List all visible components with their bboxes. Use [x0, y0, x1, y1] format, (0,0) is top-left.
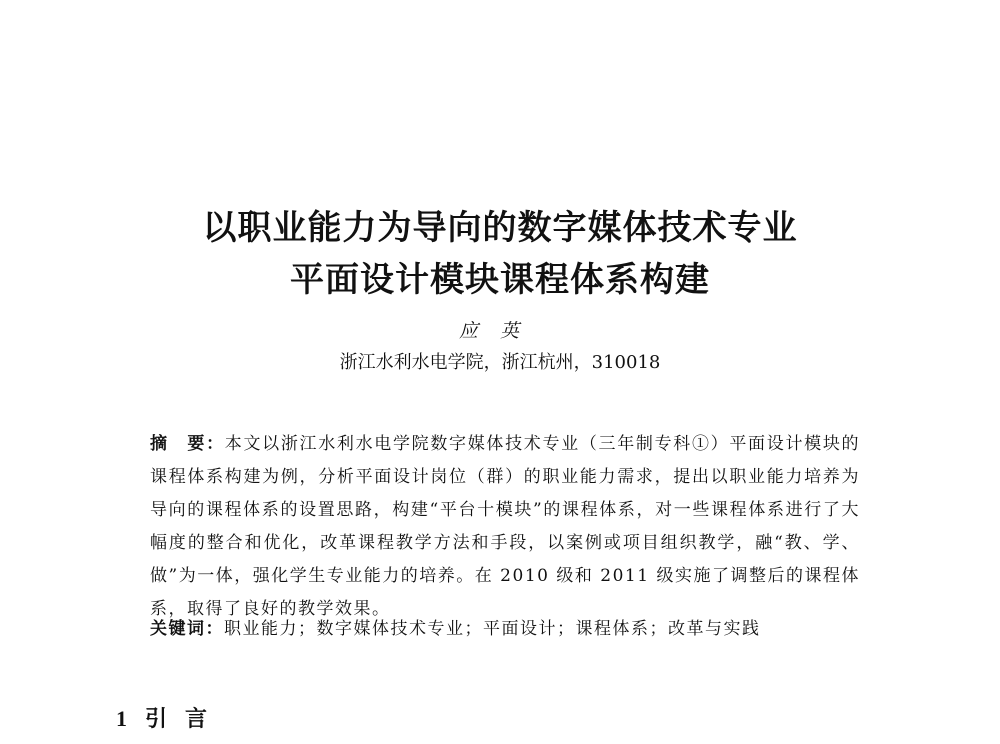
- keywords: [150, 614, 860, 639]
- paper-title-line-1: 以职业能力为导向的数字媒体技术专业: [202, 208, 798, 248]
- abstract-label: 摘 要：: [150, 434, 225, 454]
- abstract-text: 本文以浙江水利水电学院数字媒体技术专业（三年制专科①）平面设计模块的课程体系构建为例，分析平面设计岗位（群）的职业能力需求，提出以职业能力培养为导向的课程体系的设置思路，构建“平台十模块”的课程体系，对一些课程体系进行了大幅度的整合和优化，改革课程教学方法和手段，以案例或项目组织教学，融“教、学、做”为一体，强化学生专业能力的培养。在 2010 级和 2011 级实施了调整后的课程体系，取得了良好的教学效果。: [150, 434, 861, 619]
- keywords-text: 职业能力；数字媒体技术专业；平面设计；课程体系；改革与实践: [224, 619, 761, 639]
- section-title: 引言: [145, 707, 226, 732]
- keywords-label: 关键词：: [150, 619, 224, 639]
- paper-title-line-2: 平面设计模块课程体系构建: [290, 260, 710, 300]
- abstract: [150, 428, 860, 626]
- affiliation: 浙江水利水电学院，浙江杭州，310018: [339, 352, 661, 373]
- section-heading: [116, 702, 225, 733]
- author-name: 应英: [458, 320, 541, 342]
- section-number: 1: [116, 706, 127, 731]
